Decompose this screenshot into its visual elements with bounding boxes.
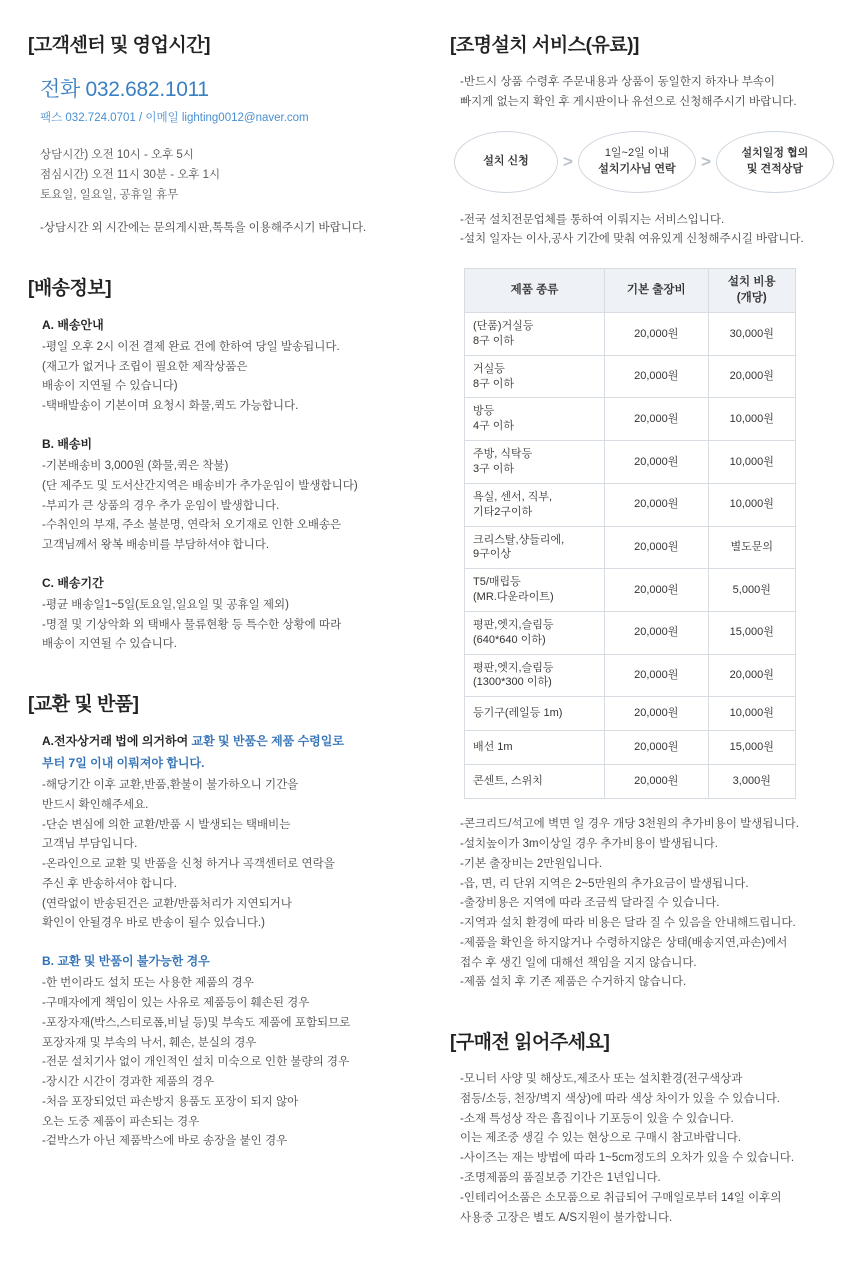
note-line: -반드시 상품 수령후 주문내용과 상품이 동일한지 하자나 부속이 [460, 76, 776, 88]
left-column [28, 30, 428, 1262]
cell-kind-line1: 크리스탈,샹들리에, [473, 533, 565, 546]
cell-base-fee: 20,000원 [605, 441, 709, 484]
delivery-period-head: C. 배송기간 [42, 575, 104, 590]
note-line: 접수 후 생긴 일에 대해선 책임을 지지 않습니다. [460, 956, 697, 969]
list-item: 주신 후 반송하셔야 합니다. [42, 877, 177, 890]
table-head [465, 269, 796, 313]
note-line: -전국 설치전문업체를 통하여 이뤄지는 서비스입니다. [460, 213, 725, 226]
cell-install-fee: 20,000원 [708, 355, 796, 398]
delivery-fee-list [42, 457, 428, 556]
cell-base-fee: 20,000원 [605, 313, 709, 356]
cell-kind-line1: (단품)거실등 [473, 320, 534, 333]
list-item: -포장자재(박스,스티로폼,비닐 등)및 부속도 제품에 포함되므로 [42, 1016, 351, 1029]
list-item: -단순 변심에 의한 교환/반품 시 발생되는 택배비는 [42, 818, 291, 831]
exchange-head-a-highlight2: 부터 7일 이내 이뤄져야 합니다. [42, 756, 205, 771]
customer-center-title: [고객센터 및 영업시간] [28, 35, 210, 56]
chevron-right-icon: > [700, 151, 711, 171]
cell-kind-line2: (1300*300 이하) [473, 676, 552, 689]
delivery-title: [배송정보] [28, 277, 112, 299]
cell-base-fee: 20,000원 [605, 697, 709, 731]
cell-base-fee: 20,000원 [605, 765, 709, 799]
list-item: (연락없이 반송된건은 교환/반품처리가 지연되거나 [42, 897, 292, 910]
cell-kind [465, 569, 605, 612]
note-line: -소재 특성상 작은 흠집이나 기포등이 있을 수 있습니다. [460, 1112, 734, 1125]
cell-kind-line1: 주방, 식탁등 [473, 448, 533, 461]
table-row [465, 765, 796, 799]
install-top-notes [460, 73, 836, 113]
cell-kind [465, 313, 605, 356]
cell-kind-line1: T5/매립등 [473, 576, 521, 589]
list-item: 오는 도중 제품이 파손되는 경우 [42, 1115, 200, 1128]
right-column [450, 30, 836, 1262]
col-header-install-fee-line1: 설치 비용 [727, 276, 776, 289]
cell-kind-line2: 4구 이하 [473, 420, 515, 433]
exchange-head-b: B. 교환 및 반품이 불가능한 경우 [42, 954, 210, 969]
cell-install-fee: 15,000원 [708, 731, 796, 765]
cell-kind-line2: 8구 이하 [473, 377, 515, 390]
list-item: 반드시 확인해주세요. [42, 798, 149, 811]
list-item: -한 번이라도 설치 또는 사용한 제품의 경우 [42, 977, 254, 990]
table-row [465, 526, 796, 569]
list-item: 포장자재 및 부속의 낙서, 훼손, 분실의 경우 [42, 1036, 257, 1049]
note-line: -기본 출장비는 2만원입니다. [460, 857, 603, 870]
hours-line: 상담시간) 오전 10시 - 오후 5시 [40, 149, 194, 161]
install-bottom-notes [460, 815, 836, 993]
hours-line: 토요일, 일요일, 공휴일 휴무 [40, 189, 179, 202]
table-row [465, 697, 796, 731]
cell-kind-line2: 9구이상 [473, 548, 511, 561]
cell-install-fee: 30,000원 [708, 313, 796, 356]
list-item: 고객님께서 왕복 배송비를 부담하셔야 합니다. [42, 539, 270, 552]
cell-install-fee: 10,000원 [708, 697, 796, 731]
exchange-head-a-plain: A.전자상거래 법에 의거하여 [42, 734, 192, 749]
list-item: -기본배송비 3,000원 (화물,퀵은 착불) [42, 459, 229, 472]
flow-step-contact-line2: 설치기사님 연락 [598, 162, 676, 175]
cell-kind-line2: 3구 이하 [473, 463, 515, 475]
list-item: 확인이 안될경우 바로 반송이 될수 있습니다.) [42, 917, 265, 930]
note-line: -콘크리드/석고에 벽면 일 경우 개당 3천원의 추가비용이 발생됩니다. [460, 818, 799, 831]
flow-step-contact-line1: 1일~2일 이내 [604, 146, 670, 159]
flow-step-request-label: 설치 신청 [483, 154, 529, 167]
customer-center-block [28, 30, 428, 239]
cell-kind-line2: (MR.다운라이트) [473, 591, 554, 604]
list-item: -처음 포장되었던 파손방지 용품도 포장이 되지 않아 [42, 1095, 299, 1108]
phone-number: 전화 032.682.1011 [40, 78, 209, 101]
table-row [465, 441, 796, 484]
cell-kind-line2: 기타2구이하 [473, 505, 533, 518]
exchange-head-a-line2 [42, 754, 428, 771]
chevron-right-icon: > [563, 151, 573, 171]
cell-kind: 콘센트, 스위치 [465, 765, 605, 799]
flow-step-schedule-line1: 설치일정 협의 [741, 146, 809, 159]
exchange-list-b [42, 974, 428, 1152]
table-row [465, 313, 796, 356]
cell-kind-line1: 거실등 [473, 362, 505, 375]
list-item: -수취인의 부재, 주소 불분명, 연락처 오기재로 인한 오배송은 [42, 519, 342, 532]
read-before-title: [구매전 읽어주세요] [450, 1032, 610, 1054]
delivery-guide-head: A. 배송안내 [42, 317, 104, 332]
cell-install-fee: 10,000원 [708, 441, 796, 484]
table-row [465, 398, 796, 441]
table-row [465, 355, 796, 398]
install-service-title: [조명설치 서비스(유료)] [450, 35, 639, 56]
exchange-head-a-highlight: 교환 및 반품은 제품 수령일로 [191, 734, 344, 749]
col-header-install-fee [708, 269, 796, 313]
note-line: -설치높이가 3m이상일 경우 추가비용이 발생됩니다. [460, 838, 718, 851]
cell-install-fee: 3,000원 [708, 765, 796, 799]
install-price-table [464, 268, 796, 799]
cell-install-fee: 20,000원 [708, 654, 796, 697]
cell-kind [465, 611, 605, 654]
exchange-title: [교환 및 반품] [28, 694, 139, 716]
cell-kind [465, 355, 605, 398]
cell-install-fee: 5,000원 [708, 569, 796, 612]
note-line: -제품 설치 후 기존 제품은 수거하지 않습니다. [460, 976, 687, 989]
note-line: 이는 제조중 생길 수 있는 현상으로 구매시 참고바랍니다. [460, 1132, 742, 1145]
table-row [465, 483, 796, 526]
note-line: -사이즈는 재는 방법에 따라 1~5cm정도의 오차가 있을 수 있습니다. [460, 1152, 795, 1165]
list-item: -겉박스가 아닌 제품박스에 바로 송장을 붙인 경우 [42, 1135, 288, 1148]
list-item: 고객님 부담입니다. [42, 838, 138, 851]
list-item: -평일 오후 2시 이전 결제 완료 건에 한하여 당일 발송됩니다. [42, 340, 340, 353]
install-mid-notes [460, 211, 836, 251]
note-line: -모니터 사양 및 해상도,제조사 또는 설치환경(전구색상과 [460, 1073, 743, 1086]
cell-kind-line2: 8구 이하 [473, 334, 515, 347]
cell-kind: 배선 1m [465, 731, 605, 765]
table-row [465, 731, 796, 765]
cell-base-fee: 20,000원 [605, 654, 709, 697]
note-line: 사용중 고장은 별도 A/S지원이 불가합니다. [460, 1211, 673, 1224]
hours-line: 점심시간) 오전 11시 30분 - 오후 1시 [40, 169, 221, 182]
table-row [465, 569, 796, 612]
note-line: -조명제품의 품질보증 기간은 1년입니다. [460, 1172, 661, 1184]
cell-install-fee: 별도문의 [708, 526, 796, 569]
read-before-notes [460, 1070, 836, 1228]
cell-kind-line2: (640*640 이하) [473, 633, 546, 646]
note-line: -설치 일자는 이사,공사 기간에 맞춰 여유있게 신청해주시길 바랍니다. [460, 233, 804, 246]
install-service-block [450, 30, 836, 993]
flow-step-request [454, 131, 558, 193]
exchange-block [28, 689, 428, 1152]
list-item: 배송이 지연될 수 있습니다. [42, 638, 177, 651]
exchange-head-a [42, 732, 428, 749]
cell-kind: 등기구(레일등 1m) [465, 697, 605, 731]
cell-kind [465, 526, 605, 569]
list-item: -장시간 시간이 경과한 제품의 경우 [42, 1076, 215, 1089]
cell-install-fee: 15,000원 [708, 611, 796, 654]
table-body [465, 313, 796, 799]
cell-kind [465, 441, 605, 484]
business-hours [40, 145, 428, 205]
list-item: -부피가 큰 상품의 경우 추가 운임이 발생합니다. [42, 499, 280, 512]
col-header-install-fee-line2: (개당) [736, 291, 767, 304]
cell-base-fee: 20,000원 [605, 731, 709, 765]
col-header-base-fee: 기본 출장비 [605, 269, 709, 313]
cell-base-fee: 20,000원 [605, 526, 709, 569]
note-line: -인테리어소품은 소모품으로 취급되어 구매일로부터 14일 이후의 [460, 1191, 782, 1204]
cell-kind [465, 398, 605, 441]
note-line: -제품을 확인을 하지않거나 수령하지않은 상태(배송지연,파손)에서 [460, 936, 788, 949]
table-row [465, 611, 796, 654]
fax-email: 팩스 032.724.0701 / 이메일 lighting0012@naver.com [40, 112, 309, 124]
table-row [465, 654, 796, 697]
list-item: 배송이 지연될 수 있습니다) [42, 380, 178, 393]
cell-kind-line1: 욕실, 센서, 직부, [473, 490, 553, 503]
cell-kind-line1: 방등 [473, 405, 495, 418]
cell-base-fee: 20,000원 [605, 398, 709, 441]
flow-step-contact [578, 131, 696, 193]
note-line: 빠지게 없는지 확인 후 게시판이나 유선으로 신청해주시기 바랍니다. [460, 95, 797, 108]
cell-base-fee: 20,000원 [605, 483, 709, 526]
cell-kind-line1: 평판,엣지,슬림등 [473, 618, 554, 631]
delivery-block [28, 273, 428, 655]
table-header-row [465, 269, 796, 313]
list-item: (재고가 없거나 조립이 필요한 제작상품은 [42, 360, 248, 373]
col-header-kind: 제품 종류 [465, 269, 605, 313]
cell-base-fee: 20,000원 [605, 611, 709, 654]
note-line: -출장비용은 지역에 따라 조금씩 달라질 수 있습니다. [460, 897, 720, 910]
list-item: -전문 설치기사 없이 개인적인 설치 미숙으로 인한 불량의 경우 [42, 1056, 350, 1069]
list-item: -평균 배송일1~5일(토요일,일요일 및 공휴일 제외) [42, 598, 289, 611]
note-line: 점등/소등, 천장/벽지 색상)에 따라 색상 차이가 있을 수 있습니다. [460, 1092, 780, 1105]
read-before-block [450, 1027, 836, 1228]
list-item: -해당기간 이후 교환,반품,환불이 불가하오니 기간을 [42, 779, 299, 792]
cell-base-fee: 20,000원 [605, 569, 709, 612]
list-item: -택배발송이 기본이며 요청시 화물,퀵도 가능합니다. [42, 400, 299, 413]
flow-step-schedule-line2: 및 견적상담 [746, 162, 803, 175]
flow-step-schedule [716, 131, 834, 193]
cell-base-fee: 20,000원 [605, 355, 709, 398]
cell-install-fee: 10,000원 [708, 483, 796, 526]
cell-kind-line1: 평판,엣지,슬림등 [473, 661, 554, 674]
list-item: (단 제주도 및 도서산간지역은 배송비가 추가운임이 발생합니다) [42, 479, 358, 492]
customer-center-note: -상담시간 외 시간에는 문의게시판,톡톡을 이용해주시기 바랍니다. [40, 222, 367, 235]
note-line: -지역과 설치 환경에 따라 비용은 달라 질 수 있음을 안내해드립니다. [460, 917, 796, 930]
list-item: -구매자에게 책임이 있는 사유로 제품등이 훼손된 경우 [42, 997, 310, 1009]
cell-install-fee: 10,000원 [708, 398, 796, 441]
list-item: -온라인으로 교환 및 반품을 신청 하거나 곡객센터로 연락을 [42, 858, 335, 871]
note-line: -읍, 면, 리 단위 지역은 2~5만원의 추가요금이 발생됩니다. [460, 877, 749, 890]
delivery-guide-list [42, 338, 428, 417]
install-flow-diagram [454, 131, 836, 193]
list-item: -명절 및 기상악화 외 택배사 물류현황 등 특수한 상황에 따라 [42, 618, 342, 631]
delivery-fee-head: B. 배송비 [42, 436, 93, 451]
delivery-period-list [42, 596, 428, 655]
cell-kind [465, 654, 605, 697]
cell-kind [465, 483, 605, 526]
exchange-list-a [42, 776, 428, 934]
